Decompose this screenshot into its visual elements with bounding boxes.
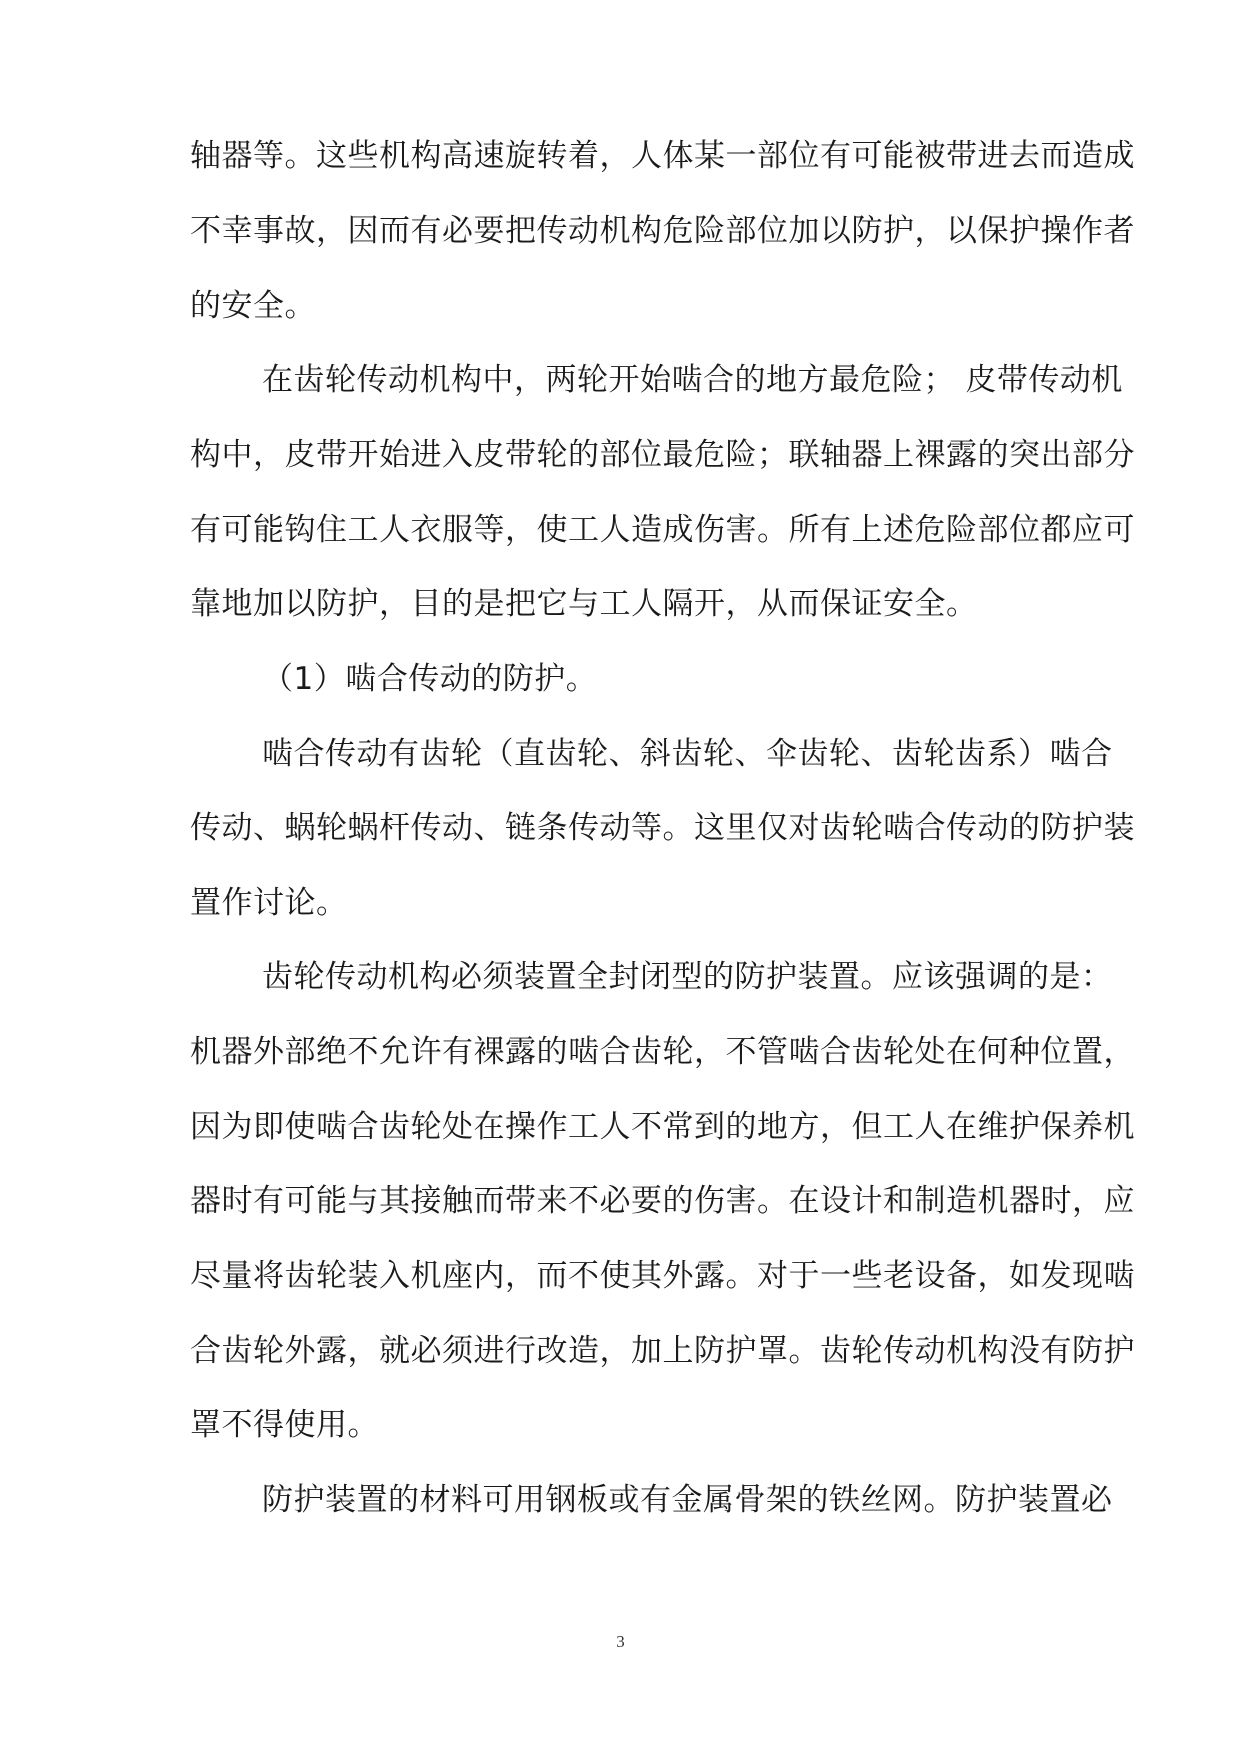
text-line-1: 轴器等。这些机构高速旋转着，人体某一部位有可能被带进去而造成	[190, 138, 1135, 174]
text-line-9: 啮合传动有齿轮（直齿轮、斜齿轮、伞齿轮、齿轮齿系）啮合	[262, 736, 1113, 772]
page-number: 3	[616, 1632, 625, 1651]
text-line-5: 构中，皮带开始进入皮带轮的部位最危险；联轴器上裸露的突出部分	[190, 437, 1135, 473]
text-line-7: 靠地加以防护，目的是把它与工人隔开，从而保证安全。	[190, 586, 978, 622]
text-line-17: 合齿轮外露，就必须进行改造，加上防护罩。齿轮传动机构没有防护	[190, 1333, 1135, 1369]
text-line-11: 置作讨论。	[190, 885, 348, 921]
text-line-3: 的安全。	[190, 288, 316, 324]
text-line-4: 在齿轮传动机构中，两轮开始啮合的地方最危险； 皮带传动机	[262, 362, 1123, 398]
text-line-8: （1）啮合传动的防护。	[262, 661, 598, 697]
text-line-16: 尽量将齿轮装入机座内，而不使其外露。对于一些老设备，如发现啮	[190, 1258, 1135, 1294]
text-line-6: 有可能钩住工人衣服等，使工人造成伤害。所有上述危险部位都应可	[190, 512, 1135, 548]
text-line-13: 机器外部绝不允许有裸露的啮合齿轮，不管啮合齿轮处在何种位置，	[190, 1034, 1135, 1070]
text-line-18: 罩不得使用。	[190, 1407, 379, 1443]
text-line-19: 防护装置的材料可用钢板或有金属骨架的铁丝网。防护装置必	[262, 1482, 1113, 1518]
text-line-10: 传动、蜗轮蜗杆传动、链条传动等。这里仅对齿轮啮合传动的防护装	[190, 810, 1135, 846]
text-line-12: 齿轮传动机构必须装置全封闭型的防护装置。应该强调的是：	[262, 959, 1113, 995]
text-line-14: 因为即使啮合齿轮处在操作工人不常到的地方，但工人在维护保养机	[190, 1109, 1135, 1145]
text-line-2: 不幸事故，因而有必要把传动机构危险部位加以防护，以保护操作者	[190, 213, 1135, 249]
text-line-15: 器时有可能与其接触而带来不必要的伤害。在设计和制造机器时，应	[190, 1183, 1135, 1219]
